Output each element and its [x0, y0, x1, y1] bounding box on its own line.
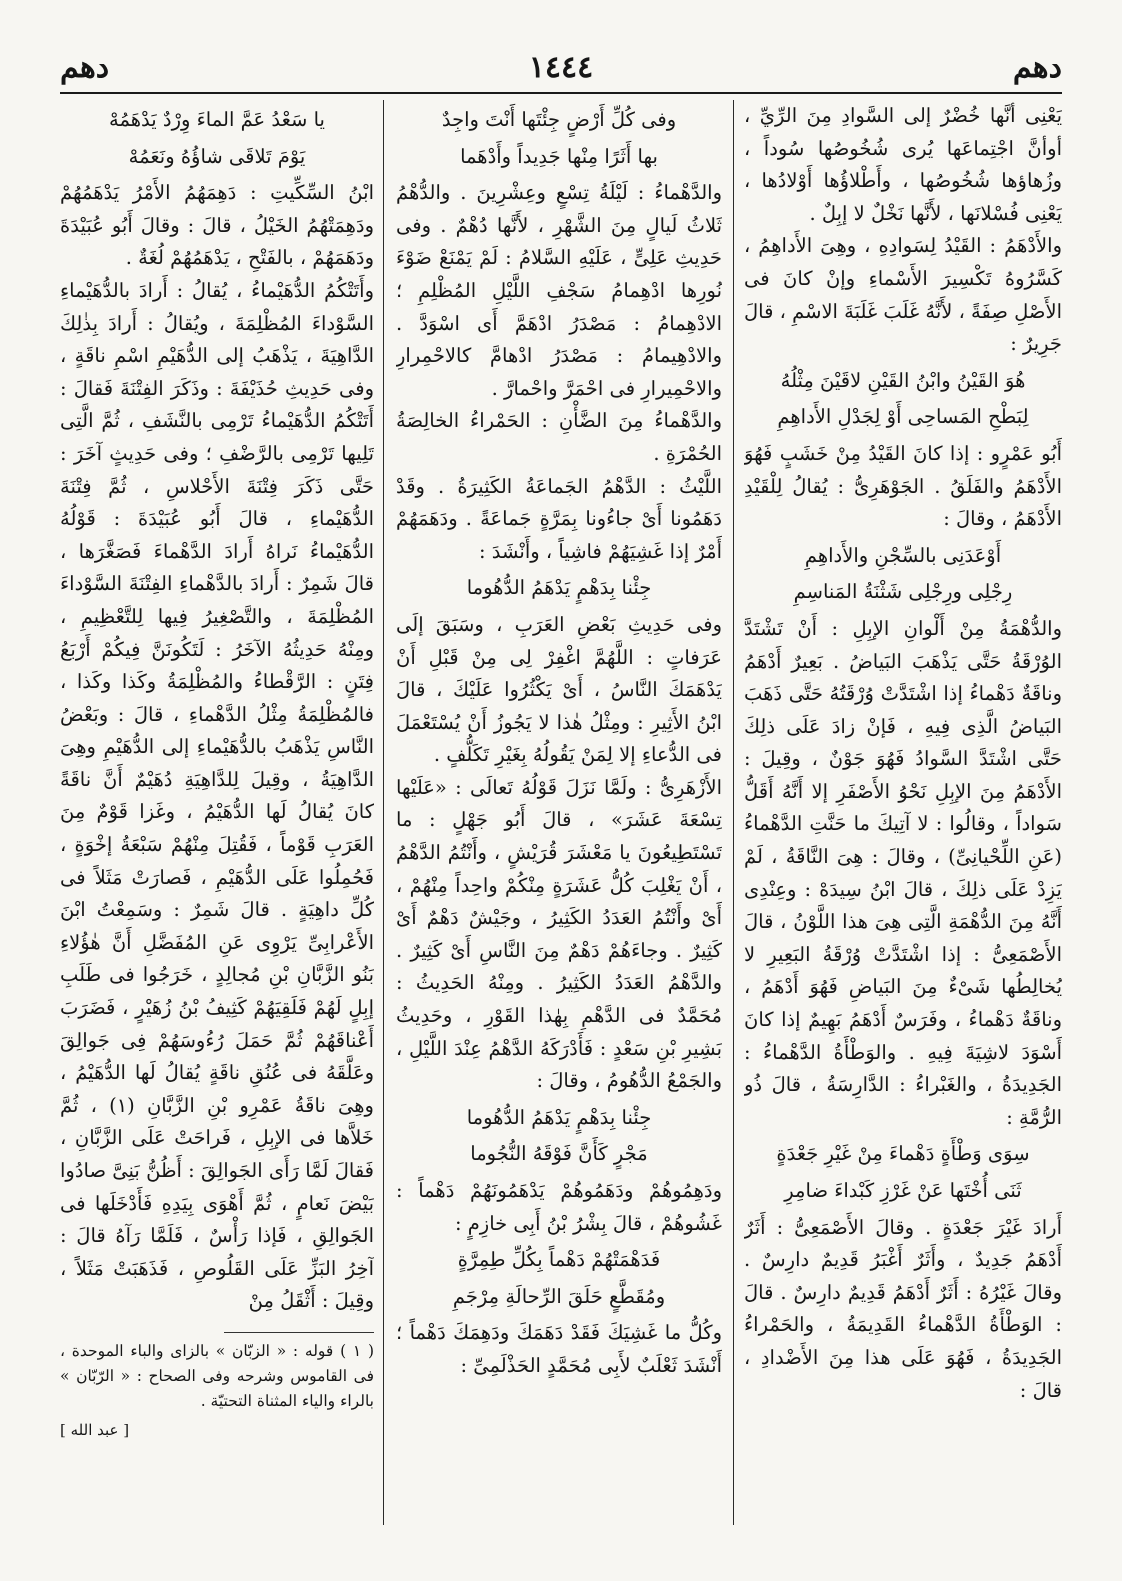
paragraph: والدَّهْماءُ مِنَ الضَّأْنِ : الحَمْراءُ الخالِصَةُ الحُمْرَةِ . [396, 409, 722, 465]
column-left [60, 100, 374, 1525]
page-number: ١٤٤٤ [528, 50, 594, 85]
paragraph: وكُلُّ ما غَشِيَكَ فَقَدْ دَهَمَكَ ودَهِمَكَ دَهْماً ؛ أَنْشَدَ ثَعْلَبٌ لأَبِى مُحَمَّدٍ الحَذْلَمِىِّ : [396, 1321, 722, 1377]
paragraph: ودَهِمُوهُمْ ودَهَمُوهُمْ يَدْهَمُونَهُمْ دَهْماً : غَشُوهُمْ ، قالَ بِشْرُ بْنُ أَبِى خازِمٍ : [396, 1179, 722, 1235]
verse-line: وفى كُلِّ أَرْضٍ جِئْتَها أَنْتَ واجِدٌ [441, 108, 677, 131]
paragraph: يَعْنِى أنَّها خُضْرٌ إلى السَّوادِ مِنَ الرِّيِّ ، أوأنَّ اجْتِماعَها يُرى شُخُوصُها سُوداً ، وزُهاؤها شُخُوصُها ، وأَطْلاؤُها أَوْلادُها ، يَعْنِى فُسْلانَها ، لأَنَّها نَخْلٌ لا إبِلٌ . [744, 104, 1062, 225]
paragraph: الأَزْهَرِىُّ : ولَمَّا نَزَلَ قَوْلُهُ تَعالَى : «عَلَيْها تِسْعَةَ عَشَرَ» ، قالَ أَبُو جَهْلٍ : ما تَسْتَطِيعُونَ يا مَعْشَرَ قُرَيْشٍ ، وأَنْتُمُ الدَّهْمُ ، أَنْ يَغْلِبَ كُلُّ عَشَرَةٍ مِنْكُمْ واحِداً مِنْهُمْ ، أَىْ وأَنْتُمُ العَدَدُ الكَثِيرُ ، وجَيْشٌ دَهْمٌ أَىْ كَثِيرٌ . وجاءَهُمْ دَهْمٌ مِنَ النَّاسِ أَىْ كَثِيرٌ . والدَّهْمُ العَدَدُ الكَثِيرُ . ومِنْهُ الحَدِيثُ : مُحَمَّدٌ فى الدَّهْمِ بِهٰذا القَوْرِ ، وحَدِيثُ بَشِيرِ بْنِ سَعْدٍ : فَأَدْرَكَهُ الدَّهْمُ عِنْدَ اللَّيْلِ ، والجَمْعُ الدُّهُومُ ، وقالَ : [396, 775, 722, 1093]
editor-signature: [ عبد الله ] [60, 1420, 130, 1439]
verse-line: أَوْعَدَنِى بالسِّجْنِ والأَداهِمِ [804, 543, 1002, 567]
column-middle [396, 100, 722, 1525]
verse-line: جِئْنا بِدَهْمٍ يَدْهَمُ الدُّهُوما [466, 1105, 652, 1129]
page-header [60, 48, 1062, 92]
verse-line: فَدَهْمَتْهُمْ دَهْماً بِكُلِّ طِمِرَّةٍ [457, 1248, 661, 1272]
paragraph: أَبُو عَمْرٍو : إذا كانَ القَيْدُ مِنْ خَشَبٍ فَهُوَ الأَدْهَمُ والفَلَقُ . الجَوْهَرِىُّ : يُقالُ لِلْقَيْدِ الأَدْهَمُ ، وقالَ : [744, 441, 1062, 531]
running-headword-left: دهم [60, 50, 110, 85]
paragraph: اللَّيْثُ : الدَّهْمُ الجَماعَةُ الكَثِيرَةُ . وقَدْ دَهَمُونا أَىْ جاءُونا بِمَرَّةٍ جَماعَةً . ودَهَمَهُمْ أَمْرٌ إذا غَشِيَهُمْ فاشِياً ، وأَنْشَدَ : [396, 474, 722, 563]
column-right [744, 100, 1062, 1525]
paragraph: والدَّهْماءُ : لَيْلَةُ تِسْعٍ وعِشْرِينَ . والدُّهْمُ ثَلاثُ لَيالٍ مِنَ الشَّهْرِ ، لأَنَّها دُهْمٌ . وفى حَدِيثِ عَلِىٍّ ، عَلَيْهِ السَّلامُ : لَمْ يَمْنَعْ ضَوْءَ نُورِها ادْهِمامُ سَجْفِ اللَّيْلِ المُظْلِمِ ؛ الادْهِمامُ : مَصْدَرُ ادْهَمَّ أَى اسْوَدَّ . والادْهِيمامُ : مَصْدَرُ ادْهامَّ كالاحْمِرارِ والاحْمِيرارِ فى احْمَرَّ واحْمارَّ . [396, 181, 722, 400]
column-separator [383, 100, 384, 1525]
column-separator [733, 100, 734, 1525]
verse-line: جِئْنا بِدَهْمٍ يَدْهَمُ الدُّهُوما [466, 576, 652, 600]
verse-line: مَجْرٍ كَأَنَّ فَوْقَهُ النُّجُوما [470, 1142, 648, 1166]
verse-line: هُوَ القَيْنُ وابْنُ القَيْنِ لاقَيْنَ مِثْلُهُ [780, 368, 1026, 392]
running-headword-right: دهم [1012, 50, 1062, 85]
footnote: ( ١ ) قوله : « الزبّان » بالزاى والباء الموحدة ، فى القاموس وشرحه وفى الصحاح : « الرّبّان » بالراء والياء المثناة التحتيّة . [60, 1341, 374, 1410]
paragraph: والدُّهْمَةُ مِنْ أَلْوانِ الإبِلِ : أَنْ تَشْتَدَّ الوُرْقَةُ حَتَّى يَذْهَبَ البَياضُ . بَعِيرٌ أَدْهَمُ وناقَةٌ دَهْماءُ إذا اشْتَدَّتْ وُرْقَتُهُ حَتَّى ذَهَبَ البَياضُ الَّذِى فِيهِ ، فَإنْ زادَ عَلَى ذلِكَ حَتَّى اشْتَدَّ السَّوادُ فَهُوَ جَوْنٌ ، وقِيلَ : الأَدْهَمُ مِنَ الإبِلِ نَحْوُ الأَصْفَرِ إلا أَنَّهُ أَقَلُّ سَواداً ، وقالُوا : لا آتِيكَ ما حَنَّتِ الدَّهْماءُ (عَنِ اللِّحْيانِىِّ) ، وقالَ : هِىَ النَّاقَةُ ، لَمْ يَزِدْ عَلَى ذلِكَ ، قالَ ابْنُ سِيدَهْ : وعِنْدِى أَنَّهُ مِنَ الدُّهْمَةِ الَّتِى هِىَ هذا اللَّوْنُ ، قالَ الأَصْمَعِىُّ : إذا اشْتَدَّتْ وُرْقَةُ البَعِيرِ لا يُخالِطُها شَىْءٌ مِنَ البَياضِ فَهُوَ أَدْهَمُ ، وناقَةٌ دَهْماءُ ، وفَرَسٌ أَدْهَمُ بَهِيمٌ إذا كانَ أَسْوَدَ لاشِيَةَ فِيهِ . والوَطْأَةُ الدَّهْماءُ : الجَدِيدَةُ ، والغَبْراءُ : الدَّارِسَةُ ، قالَ ذُو الرُّمَّةِ : [744, 616, 1062, 1129]
verse-line: يَوْمَ تَلاقَى شاؤُهُ ونَعَمُهْ [128, 144, 306, 168]
verse-line: سِوَى وَطْأَةٍ دَهْماءَ مِنْ غَيْرِ جَعْدَةٍ [776, 1142, 1030, 1166]
header-rule [60, 92, 1062, 94]
verse-line: بها أَثَرًا مِنْها جَدِيداً وأَدْهَما [460, 144, 658, 168]
paragraph: وفى حَدِيثِ بَعْضِ العَرَبِ ، وسَبَقَ إلَى عَرَفاتٍ : اللَّهُمَّ اغْفِرْ لِى مِنْ قَبْلِ أَنْ يَدْهَمَكَ النَّاسُ ، أَىْ يَكْثُرُوا عَلَيْكَ ، قالَ ابْنُ الأَثِيرِ : ومِثْلُ هٰذا لا يَجُوزُ أَنْ يُسْتَعْمَلَ فى الدُّعاءِ إلا لِمَنْ يَقُولُهُ بِغَيْرِ تَكَلُّفٍ . [396, 612, 722, 767]
verse-line: لِبَطْحِ المَساحِى أَوْ لِجَدْلِ الأَداهِمِ [777, 405, 1029, 429]
paragraph: ابْنُ السِّكِّيتِ : دَهِمَهُمُ الأَمْرُ يَدْهَمُهُمْ ودَهِمَتْهُمُ الخَيْلُ ، قالَ : وقالَ أَبُو عُبَيْدَةَ ودَهَمَهُمْ ، بالفَتْحِ ، يَدْهَمُهُمْ لُغَةٌ . [60, 181, 374, 270]
verse-line: ثَنَى أُخْتَها عَنْ غَرْزِ كَبْداءَ ضامِرِ [784, 1179, 1022, 1202]
paragraph: والأَدْهَمُ : القَيْدُ لِسَوادِهِ ، وهِىَ الأَداهِمُ ، كَسَّرُوهُ تَكْسِيرَ الأَسْماءِ وإنْ كانَ فى الأَصْلِ صِفَةً ، لأَنَّهُ غَلَبَ غَلَبَةَ الاسْمِ ، قالَ جَرِيرٌ : [744, 234, 1062, 356]
paragraph: أَرادَ غَيْرَ جَعْدَةٍ . وقالَ الأَصْمَعِىُّ : أَثَرٌ أَدْهَمُ جَدِيدٌ ، وأَثَرٌ أَغْبَرُ قَدِيمٌ دارِسٌ . وقالَ غَيْرُهُ : أَثَرٌ أَدْهَمُ قَدِيمٌ دارِسٌ . قالَ : الوَطْأَةُ الدَّهْماءُ القَدِيمَةُ ، والحَمْراءُ الجَدِيدَةُ ، فَهُوَ عَلَى هذا مِنَ الأَضْدادِ ، قالَ : [744, 1215, 1062, 1402]
paragraph: وأَتَتْكُمُ الدُّهَيْماءُ ، يُقالُ : أَرادَ بالدُّهَيْماءِ السَّوْداءَ المُظْلِمَةَ ، ويُقالُ : أَرادَ بِذٰلِكَ الدَّاهِيَةَ ، يَذْهَبُ إلى الدُّهَيْمِ اسْمِ ناقَةٍ ، وفى حَدِيثِ حُذَيْفَةَ : وذَكَرَ الفِتْنَةَ فَقالَ : أَتَتْكُمُ الدُّهَيْماءُ تَرْمِى بالنَّشَفِ ، ثُمَّ الَّتِى تَلِيها تَرْمِى بالرَّضْفِ ؛ وفى حَدِيثٍ آخَرَ : حَتَّى ذَكَرَ فِتْنَةَ الأَحْلاسِ ، ثُمَّ فِتْنَةَ الدُّهَيْماءِ ، قالَ أَبُو عُبَيْدَةَ : قَوْلُهُ الدُّهَيْماءُ نَراهُ أَرادَ الدَّهْماءَ فَصَغَّرَها ، قالَ شَمِرٌ : أَرادَ بالدَّهْماءِ الفِتْنَةَ السَّوْداءَ المُظْلِمَةَ ، والتَّصْغِيرُ فِيها لِلتَّعْظِيمِ ، ومِنْهُ حَدِيثُهُ الآخَرُ : لَتَكُونَنَّ فِيكُمْ أَرْبَعُ فِتَنٍ : الرَّقْطاءُ والمُظْلِمَةُ وكَذا وكَذا ، فالمُظْلِمَةُ مِثْلُ الدَّهْماءِ ، قالَ : وبَعْضُ النَّاسِ يَذْهَبُ بالدُّهَيْماءِ إلى الدُّهَيْمِ وهِىَ الدَّاهِيَةُ ، وقِيلَ لِلدَّاهِيَةِ دُهَيْمٌ أَنَّ ناقَةً كانَ يُقالُ لَها الدُّهَيْمُ ، وغَزا قَوْمٌ مِنَ العَرَبِ قَوْماً ، فَقُتِلَ مِنْهُمْ سَبْعَةُ إخْوَةٍ ، فَحُمِلُوا عَلَى الدُّهَيْمِ ، فَصارَتْ مَثَلاً فى كُلِّ داهِيَةٍ . قالَ شَمِرٌ : وسَمِعْتُ ابْنَ الأَعْرابِىِّ يَرْوِى عَنِ المُفَضَّلِ أَنَّ هٰؤُلاءِ بَنُو الزَّبَّانِ بْنِ مُجالِدٍ ، خَرَجُوا فى طَلَبِ إبِلٍ لَهُمْ فَلَقِيَهُمْ كَثِيفُ بْنُ زُهَيْرٍ ، فَضَرَبَ أَعْناقَهُمْ ثُمَّ حَمَلَ رُءُوسَهُمْ فِى جَوالِقَ وعَلَّقَهُ فى عُنُقِ ناقَةٍ يُقالُ لَها الدُّهَيْمُ ، وهِىَ ناقَةُ عَمْرِو بْنِ الزَّبَّانِ (١) ، ثُمَّ خَلاَّها فى الإبِلِ ، فَراحَتْ عَلَى الزَّبَّانِ ، فَقالَ لَمَّا رَأَى الجَوالِقَ : أَظُنُّ بَنِىَّ صادُوا بَيْضَ نَعامٍ ، ثُمَّ أَهْوَى بِيَدِهِ فَأَدْخَلَها فى الجَوالِقِ ، فَإذا رَأْسٌ ، فَلَمَّا رَآهُ قالَ : آخِرُ البَزِّ عَلَى القَلُوصِ ، فَذَهَبَتْ مَثَلاً ، وقِيلَ : أَثْقَلُ مِنْ [60, 278, 374, 1313]
verse-line: رِجْلِى ورِجْلِى شَثْنَةُ المَناسِمِ [793, 580, 1013, 604]
footnote-rule [224, 1332, 374, 1333]
verse-line: ومُقَطَّعٍ حَلَقَ الرِّحالَةِ مِرْجَمِ [452, 1284, 666, 1308]
verse-line: يا سَعْدُ عَمَّ الماءَ وِرْدٌ يَدْهَمُهْ [109, 108, 325, 131]
